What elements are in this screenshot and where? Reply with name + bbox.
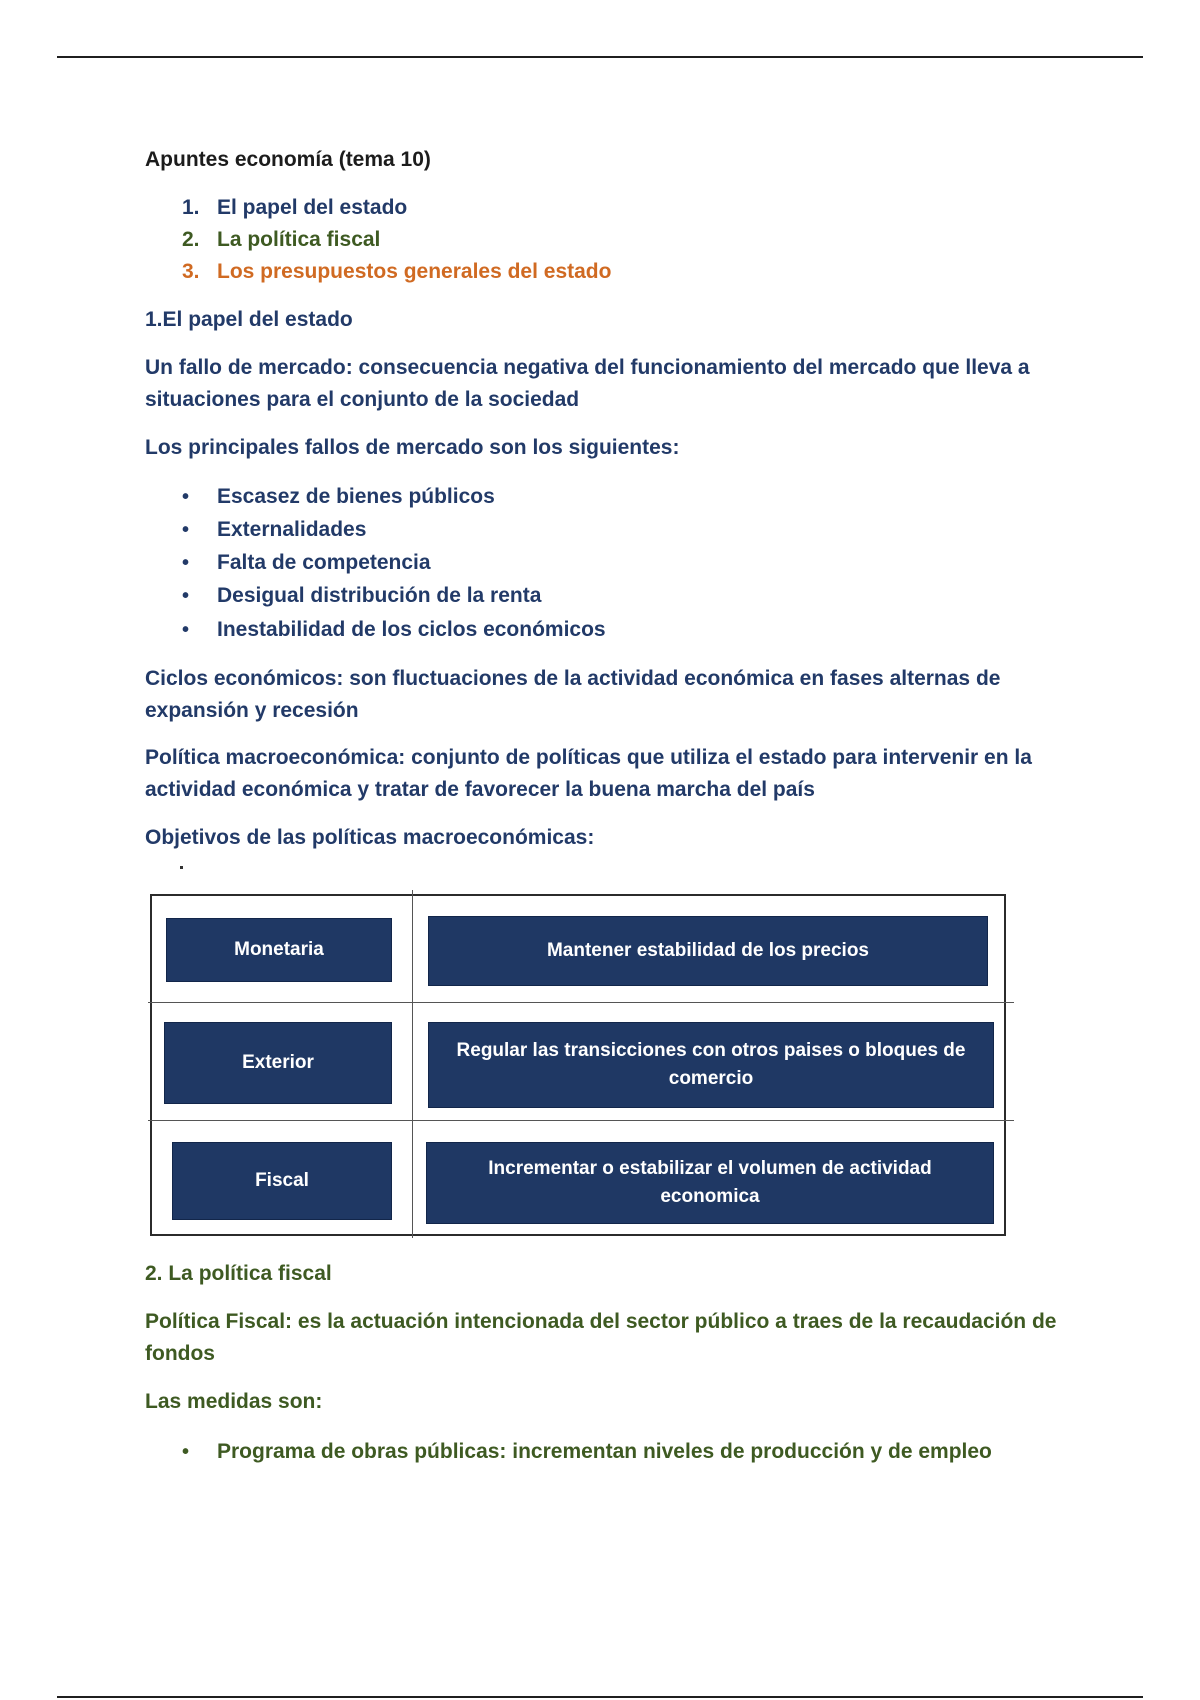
politica-macro-definition: Política macroeconómica: conjunto de políticas que utiliza el estado para intervenir en la actividad económica y tratar de favorecer la buena marcha del país <box>145 746 1032 801</box>
list-item: • Escasez de bienes públicos <box>182 481 495 513</box>
bullet-icon: • <box>182 1441 190 1463</box>
stray-mark <box>180 866 183 869</box>
section1-heading: 1.El papel del estado <box>145 308 353 331</box>
list-item: • Desigual distribución de la renta <box>182 580 541 612</box>
outline-number: 2. <box>182 228 200 251</box>
outline-item-3 <box>182 256 611 288</box>
outline-label: El papel del estado <box>217 196 408 219</box>
outline-item-2 <box>182 224 380 256</box>
bullet-icon: • <box>182 552 190 574</box>
fallo-definition: Un fallo de mercado: consecuencia negativa del funcionamiento del mercado que lleva a situaciones para el conjunto de la sociedad <box>145 356 1030 411</box>
list-item: • Falta de competencia <box>182 547 431 579</box>
table-divider-horizontal <box>148 1002 1014 1003</box>
principales-intro: Los principales fallos de mercado son los siguientes: <box>145 436 680 459</box>
list-item: • Externalidades <box>182 514 366 546</box>
outline-number: 3. <box>182 260 200 283</box>
outline-label: La política fiscal <box>217 228 381 251</box>
bullet-icon: • <box>182 585 190 607</box>
objetivos-heading: Objetivos de las políticas macroeconómicas: <box>145 826 595 849</box>
bullet-icon: • <box>182 519 190 541</box>
objective-box-monetaria: Mantener estabilidad de los precios <box>428 916 988 986</box>
document-title: Apuntes economía (tema 10) <box>145 148 431 171</box>
medidas-intro: Las medidas son: <box>145 1390 323 1413</box>
policy-box-fiscal: Fiscal <box>172 1142 392 1220</box>
ciclos-definition: Ciclos económicos: son fluctuaciones de la actividad económica en fases alternas de expansión y recesión <box>145 667 1001 722</box>
objective-box-exterior: Regular las transicciones con otros paises o bloques de comercio <box>428 1022 994 1108</box>
list-item: • Inestabilidad de los ciclos económicos <box>182 614 606 646</box>
outline-number: 1. <box>182 196 200 219</box>
top-rule <box>57 56 1143 58</box>
section2-heading: 2. La política fiscal <box>145 1262 332 1285</box>
outline-item-1 <box>182 192 407 224</box>
politica-fiscal-definition: Política Fiscal: es la actuación intencionada del sector público a traes de la recaudación de fondos <box>145 1310 1057 1365</box>
outline-label: Los presupuestos generales del estado <box>217 260 612 283</box>
list-item: • Programa de obras públicas: incrementan niveles de producción y de empleo <box>182 1436 992 1468</box>
objectives-table <box>150 894 1006 1236</box>
bottom-rule <box>57 1696 1143 1698</box>
table-divider-horizontal <box>148 1120 1014 1121</box>
bullet-icon: • <box>182 486 190 508</box>
policy-box-monetaria: Monetaria <box>166 918 392 982</box>
bullet-icon: • <box>182 619 190 641</box>
table-divider-vertical <box>412 890 413 1238</box>
policy-box-exterior: Exterior <box>164 1022 392 1104</box>
objective-box-fiscal: Incrementar o estabilizar el volumen de actividad economica <box>426 1142 994 1224</box>
